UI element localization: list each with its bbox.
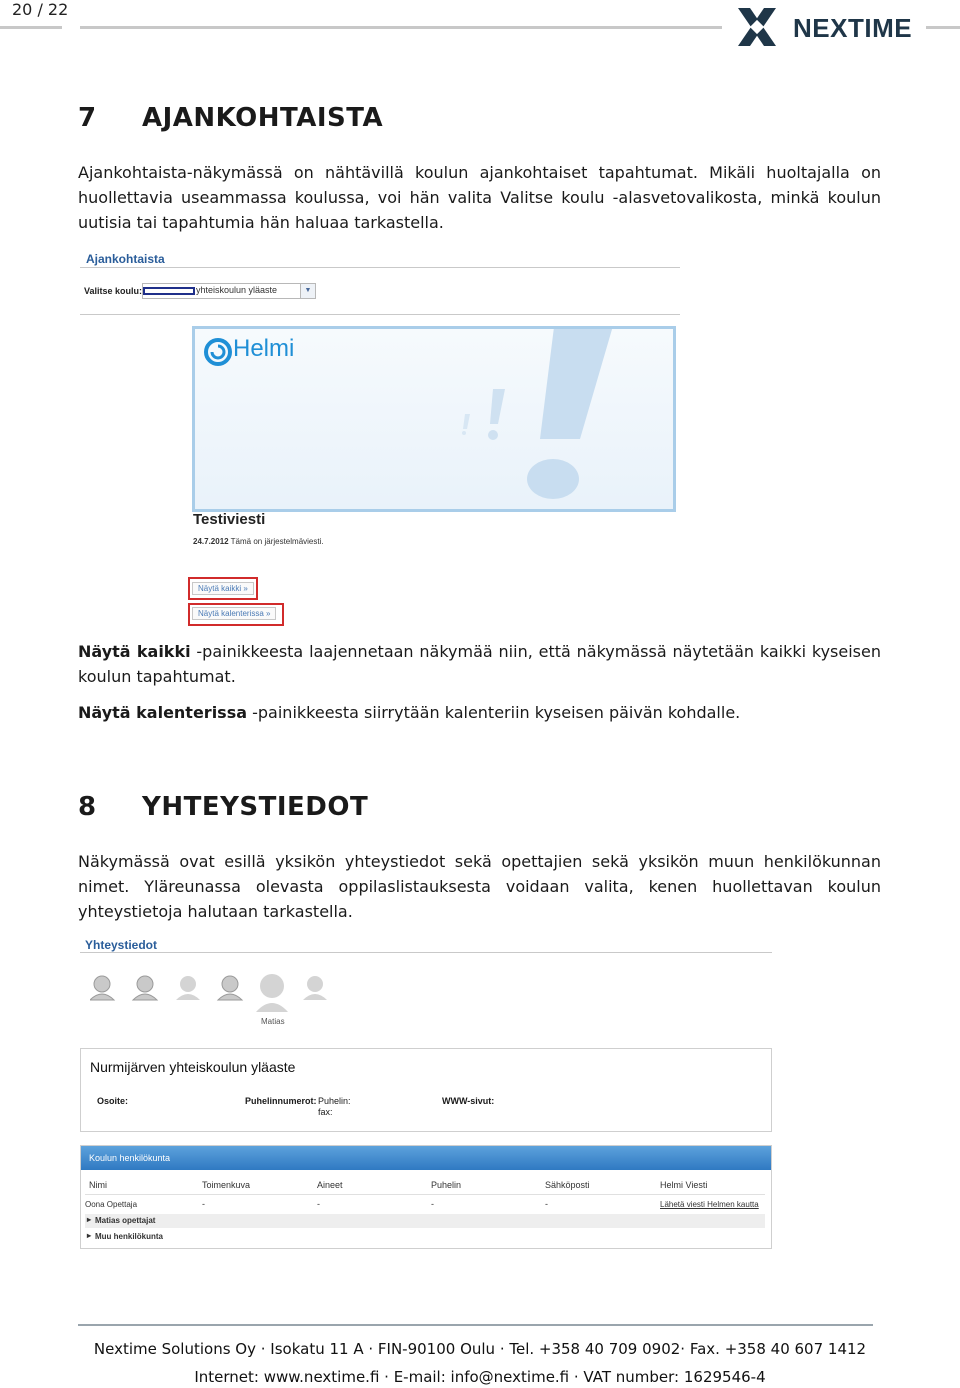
show-in-calendar-description — [78, 700, 881, 725]
staff-group-row[interactable] — [85, 1214, 765, 1228]
ajankohtaista-screenshot — [80, 248, 680, 628]
show-in-calendar-text: -painikkeesta siirrytään kalenteriin kyseisen päivän kohdalle. — [247, 703, 741, 722]
header-rule-right — [926, 26, 960, 29]
footer-address: Nextime Solutions Oy · Isokatu 11 A · FIN-90100 Oulu · Tel. +358 40 709 0902· Fax. +358 40 607 1412 — [93, 1340, 867, 1358]
chevron-down-icon[interactable]: ▼ — [300, 284, 315, 298]
section-number: 7 — [78, 103, 97, 133]
section-8-intro: Näkymässä ovat esillä yksikön yhteystiedot sekä opettajien sekä yksikön muun henkilökunnan nimet. Yläreunassa olevasta oppilaslistauksesta voidaan valita, kenen huollettavan koulun yhteystietoja halutaan tarkastella. — [78, 852, 881, 921]
header-rule-middle — [80, 26, 722, 29]
divider — [80, 952, 772, 953]
www-label: WWW-sivut: — [442, 1096, 495, 1106]
divider — [85, 1194, 765, 1195]
col-email: Sähköposti — [545, 1180, 590, 1190]
yhteystiedot-screenshot — [80, 936, 772, 1252]
show-in-calendar-term: Näytä kalenterissa — [78, 703, 248, 722]
col-message: Helmi Viesti — [660, 1180, 708, 1190]
selected-student-name: Matias — [261, 1017, 285, 1026]
section-title: AJANKOHTAISTA — [142, 103, 384, 133]
fax-sublabel: fax: — [318, 1107, 333, 1117]
table-row — [85, 1198, 765, 1212]
expand-icon: ▸ — [87, 1231, 92, 1240]
redacted-text — [143, 287, 195, 295]
helmi-logo-text: Helmi — [233, 335, 295, 362]
nextime-logo-icon — [734, 4, 780, 50]
show-all-term: Näytä kaikki — [78, 642, 191, 661]
student-avatar[interactable] — [176, 974, 200, 1000]
school-name: Nurmijärven yhteiskoulun yläaste — [90, 1059, 296, 1075]
staff-group-label: Matias opettajat — [95, 1216, 156, 1225]
section-7-intro: Ajankohtaista-näkymässä on nähtävillä koulun ajankohtaiset tapahtumat. Mikäli huoltajalla on huollettavia useammassa koulussa, voi hän valita Valitse koulu -alasvetovalikosta, minkä koulun uutisia tai tapahtumia hän haluaa tarkastella. — [78, 163, 881, 232]
cell-phone: - — [431, 1199, 434, 1209]
student-avatar[interactable] — [303, 974, 327, 1000]
nextime-logo-text: NEXTIME — [793, 13, 913, 43]
phone-label: Puhelinnumerot: — [245, 1096, 317, 1106]
phone-sublabel: Puhelin: — [318, 1096, 351, 1106]
show-all-button[interactable]: Näytä kaikki » — [192, 582, 254, 595]
header-rule-left — [0, 26, 62, 29]
ajankohtaista-title: Ajankohtaista — [86, 252, 165, 266]
helmi-banner — [192, 326, 676, 512]
section-title: YHTEYSTIEDOT — [142, 792, 369, 822]
expand-icon: ▸ — [87, 1215, 92, 1224]
select-label: Valitse koulu: — [84, 286, 143, 296]
col-name: Nimi — [89, 1180, 107, 1190]
divider — [80, 314, 680, 315]
show-all-text: -painikkeesta laajennetaan näkymää niin, että näkymässä näytetään kaikki kyseisen koulun tapahtumat. — [78, 642, 882, 686]
cell-email: - — [545, 1199, 548, 1209]
news-text: Tämä on järjestelmäviesti. — [230, 537, 324, 546]
staff-name-link[interactable]: Oona Opettaja — [85, 1200, 138, 1209]
footer-rule — [78, 1324, 873, 1326]
staff-header-bar — [81, 1146, 771, 1170]
staff-group-row[interactable] — [85, 1230, 765, 1244]
address-label: Osoite: — [97, 1096, 129, 1106]
page-number: 20 / 22 — [12, 0, 69, 19]
section-number: 8 — [78, 792, 97, 822]
cell-role: - — [202, 1199, 205, 1209]
student-avatar-selected[interactable] — [256, 974, 288, 1012]
news-date: 24.7.2012 — [193, 537, 229, 546]
news-title: Testiviesti — [193, 511, 266, 528]
staff-header-title: Koulun henkilökunta — [89, 1153, 171, 1163]
section-7-heading — [78, 103, 383, 133]
student-avatar[interactable] — [133, 974, 157, 1000]
staff-group-label: Muu henkilökunta — [95, 1232, 163, 1241]
staff-panel — [80, 1145, 772, 1249]
student-avatar-list — [90, 974, 350, 1024]
show-all-description — [78, 639, 881, 689]
send-message-link[interactable]: Lähetä viesti Helmen kautta — [660, 1200, 759, 1209]
col-subjects: Aineet — [317, 1180, 343, 1190]
yhteystiedot-title: Yhteystiedot — [85, 938, 158, 952]
news-item — [193, 537, 324, 546]
footer-contact: Internet: www.nextime.fi · E-mail: info@nextime.fi · VAT number: 1629546-4 — [194, 1368, 766, 1386]
student-avatar[interactable] — [218, 974, 242, 1000]
student-avatar[interactable] — [90, 974, 114, 1000]
exclamation-icon — [195, 329, 673, 509]
col-phone: Puhelin — [431, 1180, 462, 1190]
select-value: yhteiskoulun yläaste — [196, 285, 278, 295]
section-8-heading — [78, 792, 368, 822]
divider — [80, 267, 680, 268]
school-info-box — [80, 1048, 772, 1132]
cell-subjects: - — [317, 1199, 320, 1209]
col-role: Toimenkuva — [202, 1180, 251, 1190]
school-select[interactable] — [142, 283, 316, 299]
show-in-calendar-button[interactable]: Näytä kalenterissa » — [192, 607, 276, 620]
